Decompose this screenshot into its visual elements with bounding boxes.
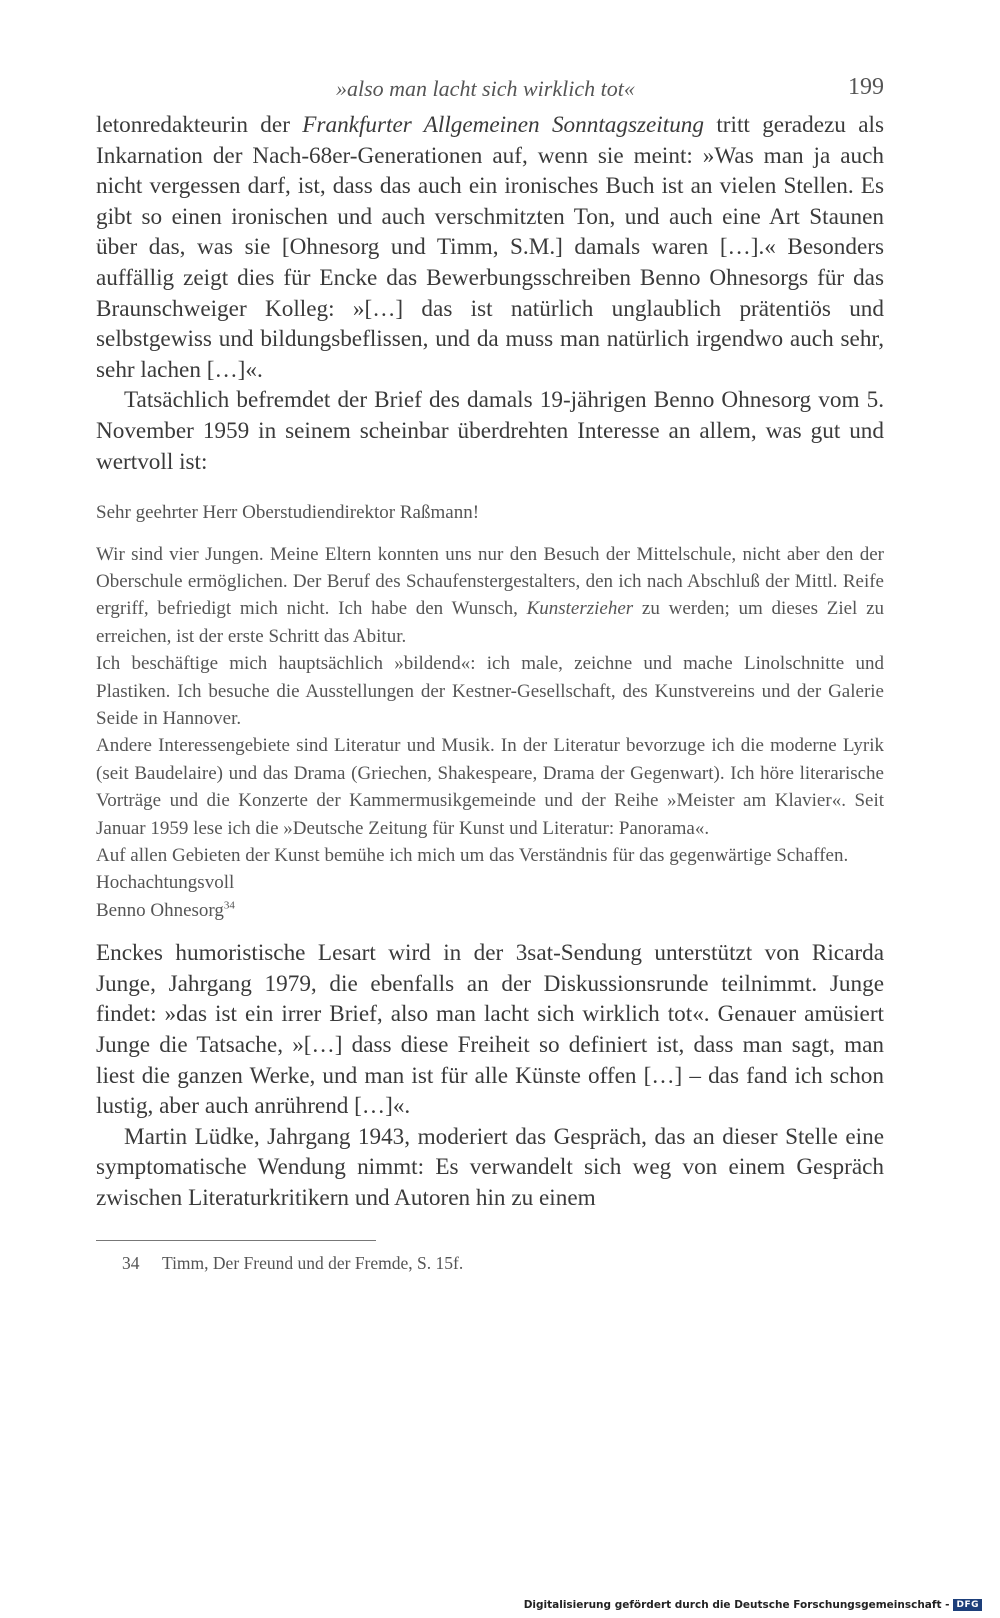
page	[96, 70, 884, 1274]
footnote-text: Timm, Der Freund und der Fremde, S. 15f.	[162, 1252, 464, 1273]
paragraph-4: Martin Lüdke, Jahrgang 1943, moderiert das Gespräch, das an dieser Stelle eine symptomatische Wendung nimmt: Es verwandelt sich weg von einem Gespräch zwischen Literaturkritikern und Autoren hin zu einem	[96, 1123, 884, 1211]
footnote-reference[interactable]: 34	[223, 899, 235, 912]
footnote-divider	[96, 1240, 376, 1241]
dfg-logo: DFG	[953, 1599, 982, 1611]
paragraph-2: Tatsächlich befremdet der Brief des damals 19-jährigen Benno Ohnesorg vom 5. November 1959 in seinem scheinbar überdrehten Interesse an allem, was gut und wertvoll ist:	[96, 387, 884, 475]
quoted-letter	[96, 499, 884, 924]
footnote	[96, 1253, 884, 1274]
letter-p1-end: zu werden; um dieses Ziel zu erreichen, ist der erste Schritt das Abitur.	[96, 598, 885, 647]
letter-paragraph-1	[96, 541, 884, 651]
paragraph-1-rest: tritt geradezu als Inkarnation der Nach-68er-Generationen auf, wenn sie meint: »Was man ja auch nicht vergessen darf, ist, dass das auch ein ironisches Buch ist an vielen Stellen. Es gibt so einen ironischen und auch verschmitzten Ton, und auch eine Art Staunen über das, was sie [Ohnesorg und Timm, S.M.] damals waren […].« Besonders auffällig zeigt dies für Encke das Bewerbungsschreiben Benno Ohnesorgs für das Braunschweiger Kolleg: »[…] das ist natürlich unglaublich prätentiös und selbstgewiss und bildungsbeflissen, und da muss man natürlich irgendwo auch sehr, sehr lachen […]«.	[96, 112, 884, 383]
newspaper-title: Frankfurter Allgemeinen Sonntagszeitung	[302, 112, 704, 138]
paragraph-1-start: letonredakteurin der	[96, 112, 303, 138]
page-header	[96, 70, 884, 110]
letter-signature-line	[96, 897, 884, 924]
letter-closing: Hochachtungsvoll	[96, 872, 235, 894]
credit-text: Digitalisierung gefördert durch die Deutsche Forschungsgemeinschaft -	[523, 1599, 950, 1611]
paragraph-3: Enckes humoristische Lesart wird in der 3sat-Sendung unterstützt von Ricarda Junge, Jahrgang 1979, die ebenfalls an der Diskussionsrunde teilnimmt. Junge findet: »das ist ein irrer Brief, also man lacht sich wirklich tot«. Genauer amüsiert Junge die Tatsache, »[…] dass diese Freiheit so definiert ist, dass man sagt, man liest die ganzen Werke, und man ist für alle Künste offen […] – das fand ich schon lustig, aber auch anrührend […]«.	[96, 940, 884, 1120]
digitization-credit	[524, 1599, 982, 1611]
letter-p1-start: Wir sind vier Jungen. Meine Eltern konnten uns nur den Besuch der Mittelschule, nicht aber den der Oberschule ermöglichen. Der Beruf des Schaufenstergestalters, den ich nach Abschluß der Mittl. Reife ergriff, befriedigt mich nicht. Ich habe den Wunsch,	[96, 543, 884, 620]
letter-italic-word: Kunsterzieher	[526, 598, 634, 620]
page-number: 199	[848, 74, 884, 100]
running-head: »also man lacht sich wirklich tot«	[336, 76, 635, 101]
letter-paragraph-3: Andere Interessengebiete sind Literatur und Musik. In der Literatur bevorzuge ich die moderne Lyrik (seit Baudelaire) und das Drama (Griechen, Shakespeare, Drama der Gegenwart). Ich höre literarische Vorträge und die Konzerte der Kammermusikgemeinde und der Reihe »Meister am Klavier«. Seit Januar 1959 lese ich die »Deutsche Zeitung für Kunst und Literatur: Panorama«.	[96, 735, 884, 839]
paragraph-1	[96, 110, 884, 385]
letter-salutation: Sehr geehrter Herr Oberstudiendirektor Raßmann!	[96, 502, 480, 524]
letter-paragraph-4: Auf allen Gebieten der Kunst bemühe ich mich um das Verständnis für das gegenwärtige Schaffen.	[96, 845, 849, 866]
letter-paragraph-2: Ich beschäftige mich hauptsächlich »bildend«: ich male, zeichne und mache Linolschnitte und Plastiken. Ich besuche die Ausstellungen der Kestner-Gesellschaft, des Kunstvereins und der Galerie Seide in Hannover.	[96, 653, 884, 729]
footnote-number: 34	[122, 1252, 140, 1273]
letter-signature: Benno Ohnesorg	[96, 899, 224, 921]
